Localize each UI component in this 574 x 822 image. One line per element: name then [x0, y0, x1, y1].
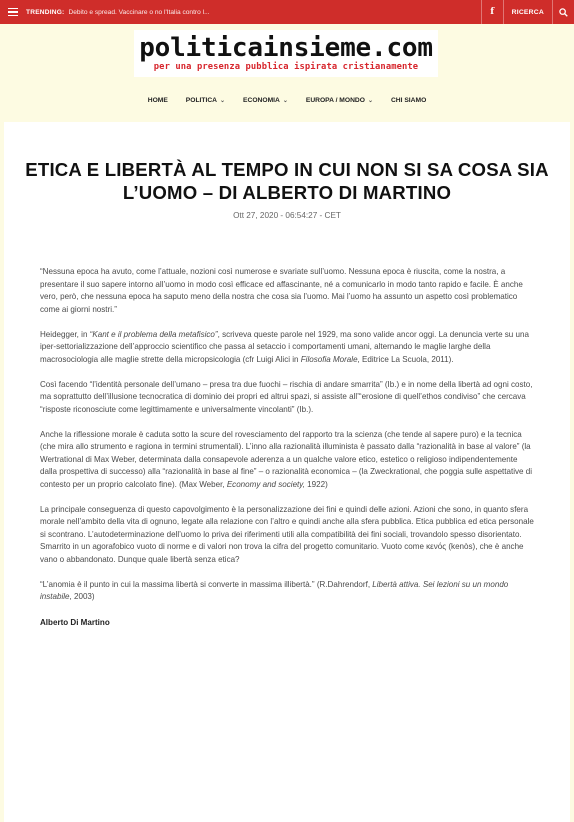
chevron-down-icon: ⌄: [220, 98, 226, 104]
chevron-down-icon: ⌄: [282, 98, 288, 104]
site-header: [0, 24, 574, 122]
book-title: Filosofia Morale: [300, 354, 358, 364]
logo-title: politicainsieme.com: [139, 33, 433, 63]
book-title: Libertà attiva. Sei lezioni su un mondo instabile: [40, 579, 509, 602]
book-title: Economy and society,: [226, 479, 305, 489]
nav-item-label: CHI SIAMO: [390, 97, 427, 104]
article-card: [4, 122, 570, 822]
text-span: , scriveva queste parole nel 1929, ma sono valide ancor oggi. La denuncia verte su una iper-settorializzazione dell’approccio scientifico che passa al setaccio i comportamenti umani, alternando le maglie larghe della macrosociologia alle maglie strette della micropsicologia (cfr Luigi Alici in: [40, 329, 529, 364]
article-author: Alberto Di Martino: [40, 617, 110, 627]
facebook-icon[interactable]: f: [481, 0, 503, 24]
menu-icon[interactable]: [8, 8, 18, 17]
nav-item-label: ECONOMIA: [243, 97, 280, 104]
paragraph-4: [40, 429, 536, 492]
text-span: , 2003): [69, 592, 95, 602]
site-logo[interactable]: [134, 30, 438, 77]
nav-item-chi-siamo[interactable]: [391, 97, 426, 104]
paragraph-5: La principale conseguenza di questo capovolgimento è la personalizzazione dei fini e quindi delle azioni. Azioni che sono, in quanto sfera morale nell’ambito della vita di ognuno, legate alla relazione con l’altro e quindi anche alla sfera pubblica. Etica pubblica ed etica personale si scontrano. L’autodeterminazione dell’uomo lo priva dei riferimenti utili alla compatibilità dei fini sociali, trovandolo spesso disorientato. Smarrito in un agorafobico vuoto di norme e di valori non trova la cifra del progetto comunitario. Vuoto come κενός (kenòs), che è anche vano o abbandonato. Dunque quale libertà senza etica?: [40, 504, 534, 564]
nav-item-politica[interactable]: [186, 97, 225, 104]
text-span: “L’anomia è il punto in cui la massima libertà si converte in massima illibertà.” (R.Dahrendorf,: [40, 579, 373, 589]
text-span: , Editrice La Scuola, 2011).: [357, 354, 454, 364]
text-span: Heidegger, in: [40, 329, 90, 339]
article-body: [40, 266, 536, 642]
search-icon[interactable]: [552, 0, 574, 24]
nav-item-label: HOME: [147, 97, 168, 104]
search-button[interactable]: RICERCA: [503, 0, 552, 24]
article-date: Ott 27, 2020 - 06:54:27 - CET: [233, 211, 341, 220]
logo-tagline: per una presenza pubblica ispirata cristianamente: [153, 62, 419, 72]
text-span: Anche la riflessione morale è caduta sotto la scure del rovesciamento del rapporto tra la scienza (che tende al sapere puro) e la tecnica (che mira allo strumento e ragiona in termini strumentali). L’inno alla razionalità illuminista è passato dalla “razionalità in base al valore” (la Wertrational di Max Weber, determinata dalla consapevole aderenza a un qualche valore etico, estetico o religioso indipendentemente dalla prospettiva di successo) alla “razionalità in base al fine” – o razionalità economica – (la Zweckrational, che poggia sulle aspettative di contesto per un proprio calcolato fine). (Max Weber,: [40, 429, 533, 489]
article-title: ETICA E LIBERTÀ AL TEMPO IN CUI NON SI SA COSA SIA L’UOMO – DI ALBERTO DI MARTINO: [25, 159, 549, 203]
main-nav: [0, 97, 574, 104]
trending-label: TRENDING:: [26, 8, 65, 16]
nav-item-label: EUROPA / MONDO: [305, 97, 365, 104]
paragraph-1: “Nessuna epoca ha avuto, come l’attuale, nozioni così numerose e svariate sull’uomo. Nessuna epoca è riuscita, come la nostra, a presentare il suo sapere intorno all’uomo in modo così efficace ed affascinante, né a comunicarlo in modo tanto rapido e facile. È anche vero, però, che nessuna epoca ha saputo meno della nostra che cosa sia l’uomo. Mai l’uomo ha assunto un aspetto così problematico come ai giorni nostri.”: [40, 267, 523, 314]
paragraph-6: [40, 579, 536, 604]
paragraph-3: Così facendo “l’identità personale dell’umano – presa tra due fuochi – rischia di andare smarrita” (Ib.) e in nome della libertà ad ogni costo, ma soprattutto dell’illusione tecnocratica di dominio dei propri ed altrui spazi, si assiste all’“erosione di quell’ethos condiviso” che cercava “risposte riconosciute come legittimamente e universalmente vincolanti” (Ib.).: [40, 379, 533, 414]
top-bar: [0, 0, 574, 24]
trending-link[interactable]: Debito e spread. Vaccinare o no l'Italia contro l...: [68, 8, 210, 16]
chevron-down-icon: ⌄: [367, 98, 373, 104]
text-span: 1922): [304, 479, 328, 489]
nav-item-economia[interactable]: [243, 97, 288, 104]
book-title: “Kant e il problema della metafisico”: [89, 329, 218, 339]
top-right-actions: [481, 0, 574, 24]
nav-item-label: POLITICA: [185, 97, 218, 104]
nav-item-home[interactable]: [148, 97, 168, 104]
paragraph-2: [40, 329, 536, 367]
nav-item-europa-mondo[interactable]: [306, 97, 373, 104]
